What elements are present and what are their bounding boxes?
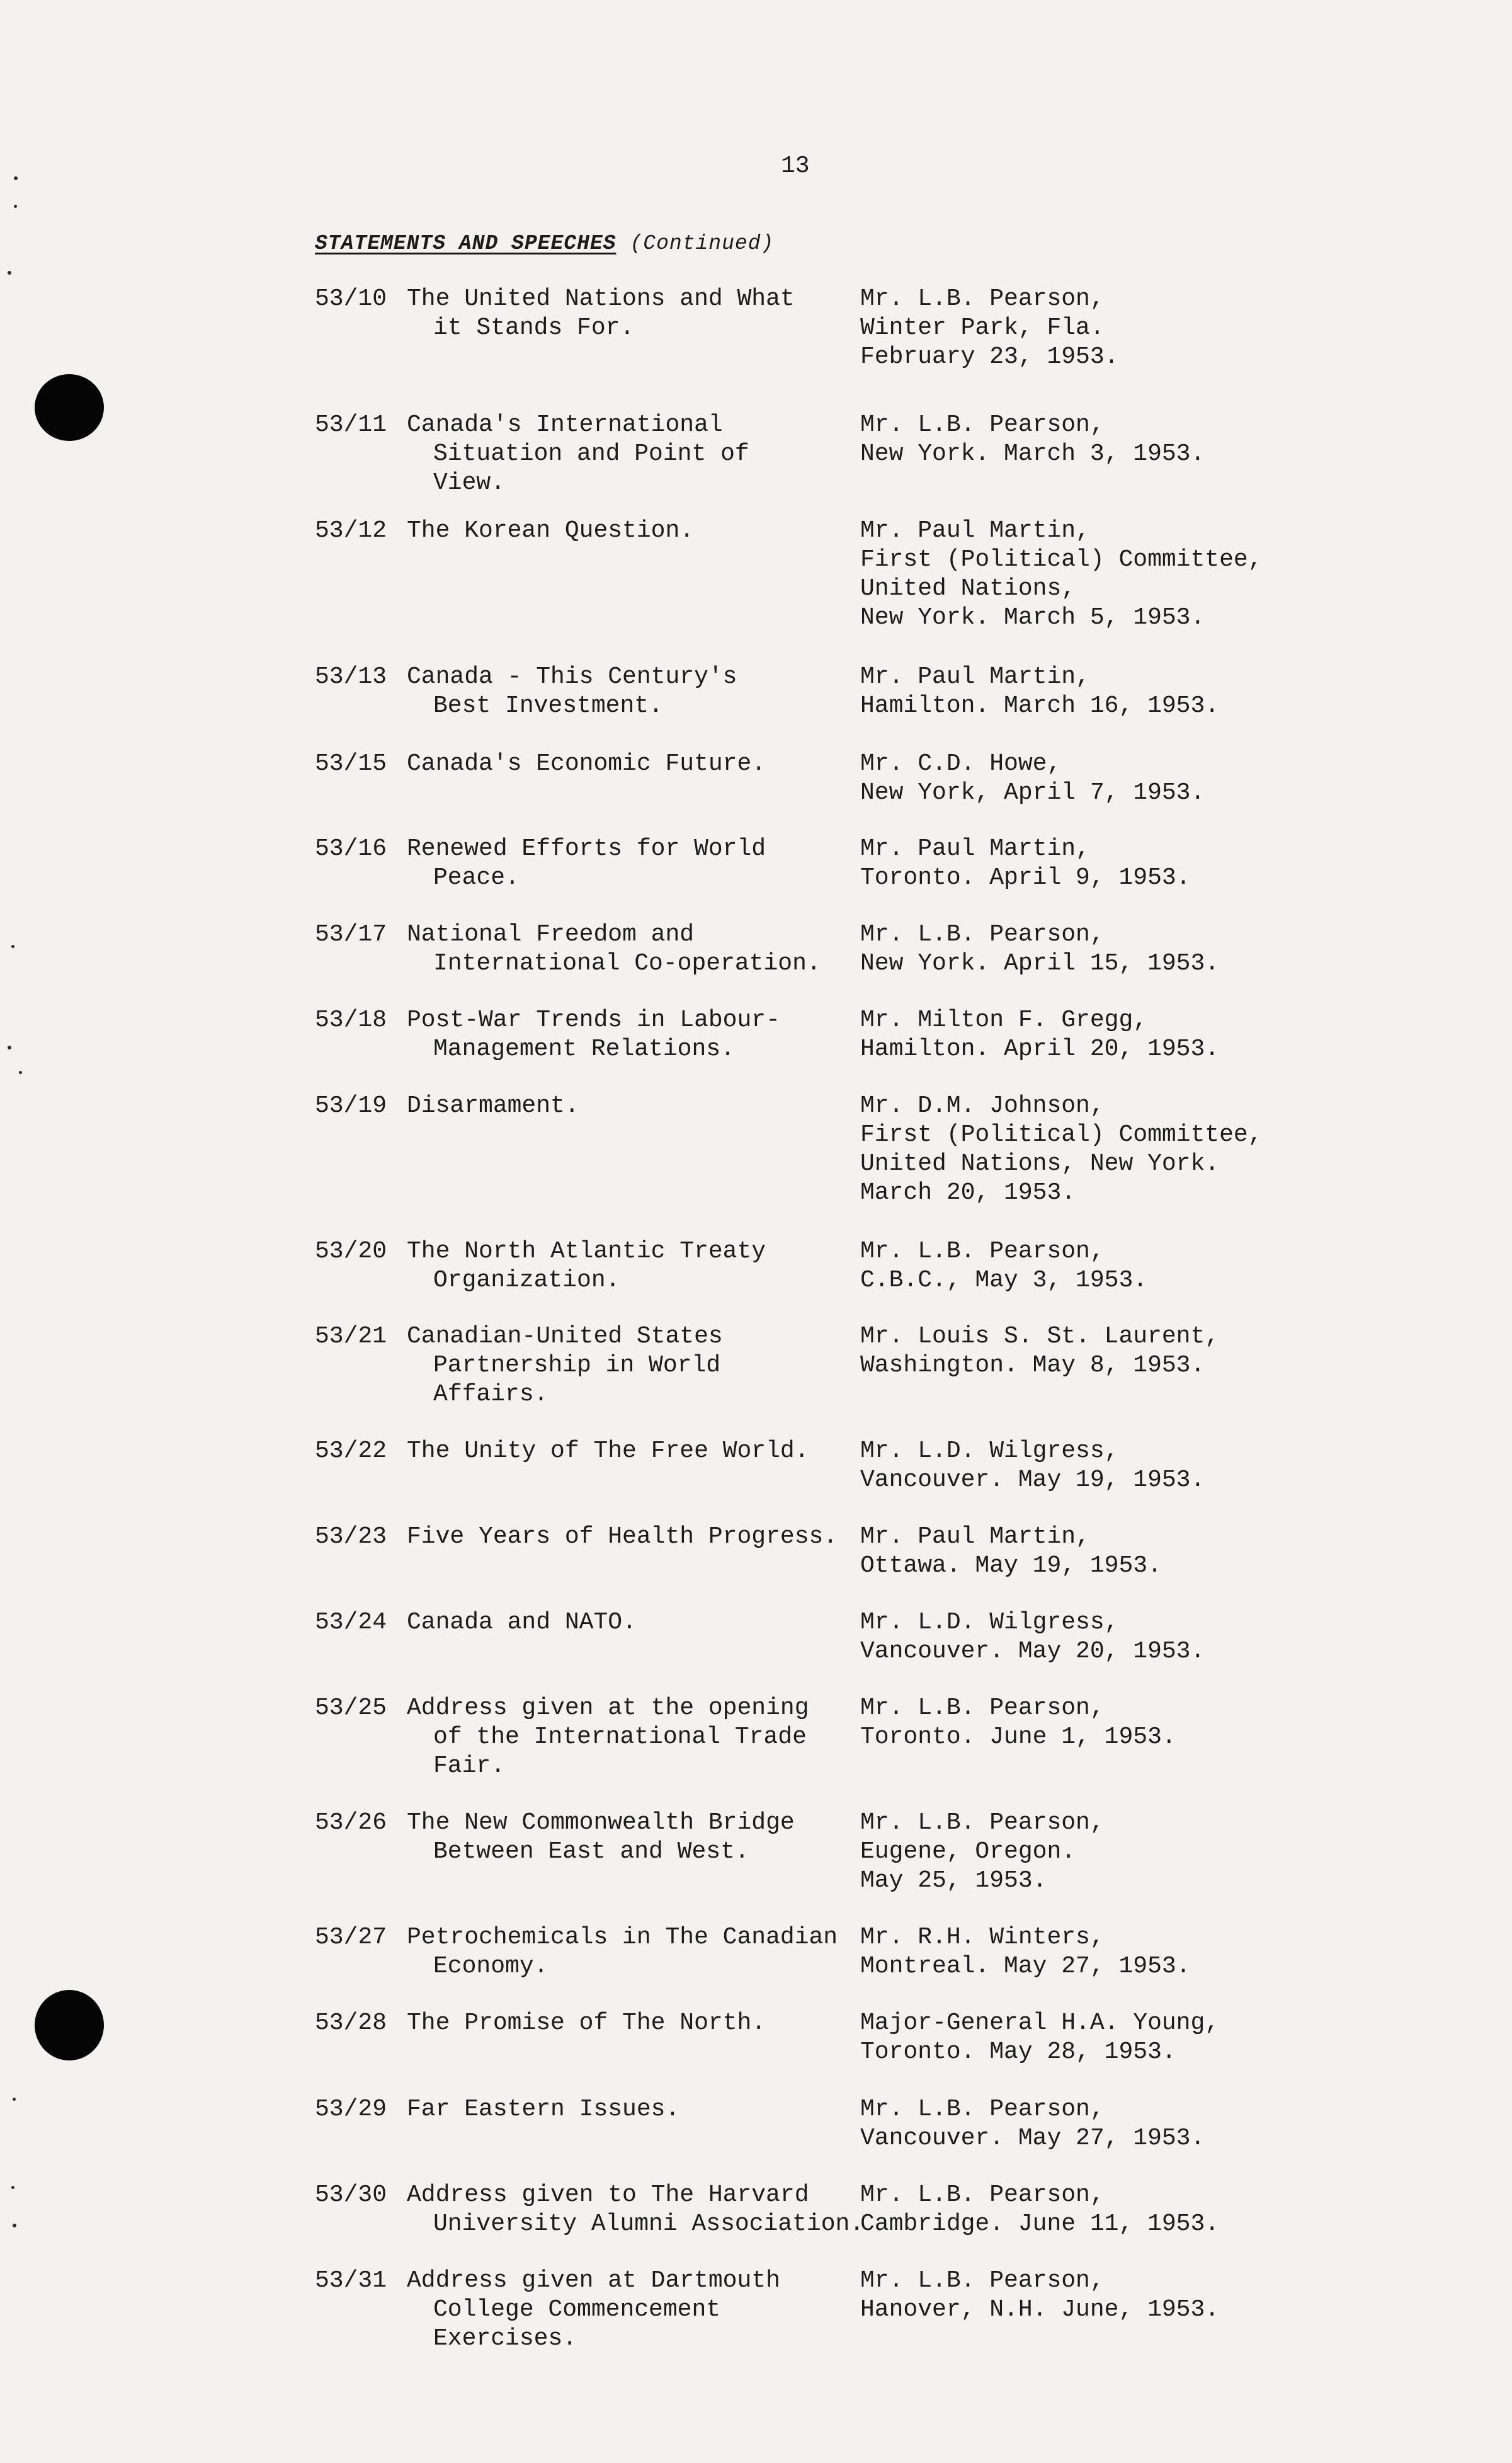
statement-speaker-line: Mr. Paul Martin, — [860, 835, 1090, 862]
statement-title — [407, 2009, 860, 2038]
statement-title-line: Canada's Economic Future. — [407, 750, 766, 777]
statement-number: 53/21 — [315, 1323, 387, 1350]
statement-title-line: Disarmament. — [407, 1092, 579, 1119]
statement-title — [407, 411, 860, 498]
statement-title-line: Between East and West. — [433, 1838, 749, 1865]
statement-title-line: Petrochemicals in The Canadian — [407, 1924, 838, 1951]
statement-title-line: The Unity of The Free World. — [407, 1437, 809, 1465]
statement-speaker-line: Mr. L.B. Pearson, — [860, 1809, 1105, 1836]
statement-title-line: Best Investment. — [433, 692, 663, 719]
statement-title — [407, 285, 860, 343]
statement-number: 53/29 — [315, 2096, 387, 2123]
statement-speaker-line: Mr. L.B. Pearson, — [860, 921, 1105, 948]
statement-speaker-line: Montreal. May 27, 1953. — [860, 1953, 1191, 1980]
statement-title — [407, 517, 860, 546]
statement-title-line: The New Commonwealth Bridge — [407, 1809, 795, 1836]
statement-speaker-line: Toronto. April 9, 1953. — [860, 864, 1191, 891]
statement-number: 53/10 — [315, 285, 387, 312]
statement-title-line: University Alumni Association. — [433, 2210, 865, 2237]
statement-title-line: Canadian-United States — [407, 1323, 723, 1350]
statement-number: 53/16 — [315, 835, 387, 862]
statement-title-line: Partnership in World — [433, 1352, 721, 1379]
statement-title-line: Far Eastern Issues. — [407, 2096, 680, 2123]
statement-speaker — [860, 920, 1301, 978]
statement-speaker-line: Hanover, N.H. June, 1953. — [860, 2296, 1220, 2323]
statement-number: 53/11 — [315, 411, 387, 438]
statement-speaker-line: Mr. C.D. Howe, — [860, 750, 1062, 777]
statement-number: 53/24 — [315, 1609, 387, 1636]
statement-title-line: Canada and NATO. — [407, 1609, 637, 1636]
statement-speaker — [860, 1809, 1301, 1895]
statement-number: 53/20 — [315, 1238, 387, 1265]
statement-title-line: Exercises. — [433, 2325, 577, 2352]
statement-title-line: Affairs. — [433, 1381, 549, 1408]
statement-title-line: Address given at the opening — [407, 1694, 809, 1722]
statement-number: 53/26 — [315, 1809, 387, 1836]
statement-speaker-line: Vancouver. May 19, 1953. — [860, 1466, 1205, 1494]
statement-title — [407, 2181, 865, 2239]
statement-title-line: Five Years of Health Progress. — [407, 1523, 838, 1550]
statement-speaker-line: New York. March 5, 1953. — [860, 604, 1205, 631]
scan-speck — [13, 2224, 16, 2227]
statement-number: 53/17 — [315, 921, 387, 948]
statement-title-line: View. — [433, 469, 506, 496]
statement-speaker-line: Mr. L.B. Pearson, — [860, 1694, 1105, 1722]
statement-speaker — [860, 1092, 1301, 1208]
statement-title — [407, 1092, 860, 1121]
statement-title — [407, 1923, 860, 1981]
statement-speaker-line: First (Political) Committee, — [860, 546, 1263, 573]
statement-speaker-line: Cambridge. June 11, 1953. — [860, 2210, 1220, 2237]
statement-title-line: College Commencement — [433, 2296, 721, 2323]
scan-speck — [13, 2098, 16, 2101]
statement-number: 53/27 — [315, 1924, 387, 1951]
scan-speck — [19, 1071, 22, 1074]
statement-title-line: of the International Trade — [433, 1723, 807, 1751]
statement-speaker-line: Mr. Paul Martin, — [860, 517, 1090, 544]
statement-speaker-line: March 20, 1953. — [860, 1179, 1076, 1206]
statement-speaker — [860, 835, 1301, 893]
statement-speaker-line: Washington. May 8, 1953. — [860, 1352, 1205, 1379]
statement-title — [407, 835, 860, 893]
statement-title-line: National Freedom and — [407, 921, 695, 948]
statement-title — [407, 1523, 860, 1552]
statement-title — [407, 920, 860, 978]
statement-speaker-line: Mr. L.B. Pearson, — [860, 285, 1105, 312]
statement-speaker-line: New York. April 15, 1953. — [860, 950, 1220, 977]
statement-speaker — [860, 2266, 1301, 2324]
statement-speaker-line: Mr. L.B. Pearson, — [860, 2096, 1105, 2123]
statement-number: 53/30 — [315, 2181, 387, 2209]
statement-speaker — [860, 1237, 1301, 1295]
statement-speaker-line: Mr. L.B. Pearson, — [860, 411, 1105, 438]
statement-number: 53/15 — [315, 750, 387, 777]
statement-title — [407, 1006, 860, 1064]
statement-number: 53/13 — [315, 663, 387, 690]
statement-speaker-line: Mr. L.B. Pearson, — [860, 2267, 1105, 2294]
statement-speaker-line: Mr. Louis S. St. Laurent, — [860, 1323, 1220, 1350]
statement-speaker-line: Major-General H.A. Young, — [860, 2009, 1220, 2037]
statement-speaker — [860, 1006, 1301, 1064]
statement-speaker-line: Winter Park, Fla. — [860, 314, 1105, 341]
statement-speaker-line: May 25, 1953. — [860, 1867, 1047, 1894]
statement-title-line: Peace. — [433, 864, 520, 891]
statement-title — [407, 1608, 860, 1637]
scan-speck — [11, 2186, 14, 2189]
scan-speck — [8, 1046, 11, 1049]
statement-number: 53/19 — [315, 1092, 387, 1119]
scan-speck — [11, 945, 14, 948]
statement-speaker-line: Mr. Milton F. Gregg, — [860, 1007, 1148, 1034]
statement-speaker — [860, 1322, 1301, 1380]
statement-speaker — [860, 2181, 1301, 2239]
statement-title — [407, 2266, 860, 2353]
statement-title-line: Post-War Trends in Labour- — [407, 1007, 780, 1034]
statement-number: 53/18 — [315, 1007, 387, 1034]
statement-number: 53/12 — [315, 517, 387, 544]
statement-speaker-line: United Nations, New York. — [860, 1150, 1220, 1177]
statement-title — [407, 1694, 860, 1781]
statement-speaker — [860, 750, 1301, 808]
statement-title-line: Renewed Efforts for World — [407, 835, 766, 862]
statement-speaker — [860, 2095, 1301, 2153]
statement-number: 53/31 — [315, 2267, 387, 2294]
statement-speaker-line: Toronto. May 28, 1953. — [860, 2038, 1176, 2066]
statement-speaker-line: Hamilton. March 16, 1953. — [860, 692, 1220, 719]
scan-speck — [8, 271, 11, 275]
statement-speaker-line: Mr. L.D. Wilgress, — [860, 1609, 1119, 1636]
statement-speaker — [860, 517, 1301, 632]
statement-speaker — [860, 411, 1301, 469]
statement-title-line: The Korean Question. — [407, 517, 695, 544]
statement-speaker-line: United Nations, — [860, 575, 1076, 602]
statement-number: 53/23 — [315, 1523, 387, 1550]
statement-speaker — [860, 1523, 1301, 1580]
statement-speaker — [860, 2009, 1301, 2067]
statement-speaker — [860, 285, 1301, 372]
statement-speaker-line: Vancouver. May 20, 1953. — [860, 1638, 1205, 1665]
statement-speaker-line: First (Political) Committee, — [860, 1121, 1263, 1148]
statement-speaker-line: Ottawa. May 19, 1953. — [860, 1552, 1162, 1579]
statement-title — [407, 2095, 860, 2124]
statement-title-line: International Co-operation. — [433, 950, 821, 977]
statement-speaker-line: Vancouver. May 27, 1953. — [860, 2125, 1205, 2152]
statement-title — [407, 1322, 860, 1409]
scan-speck — [14, 176, 18, 180]
statement-title — [407, 750, 860, 779]
statement-title-line: Management Relations. — [433, 1036, 735, 1063]
statement-speaker-line: Mr. D.M. Johnson, — [860, 1092, 1105, 1119]
statement-title-line: Organization. — [433, 1267, 620, 1294]
statement-speaker — [860, 1923, 1301, 1981]
statement-number: 53/28 — [315, 2009, 387, 2037]
statement-title-line: The United Nations and What — [407, 285, 795, 312]
statement-title-line: Canada's International — [407, 411, 723, 438]
statement-speaker-line: Mr. Paul Martin, — [860, 663, 1090, 690]
statement-title-line: Address given at Dartmouth — [407, 2267, 780, 2294]
statement-title — [407, 1809, 860, 1866]
statement-speaker-line: Mr. L.B. Pearson, — [860, 2181, 1105, 2209]
statement-speaker — [860, 1437, 1301, 1495]
statement-number: 53/22 — [315, 1437, 387, 1465]
statement-speaker — [860, 1694, 1301, 1752]
statement-title — [407, 663, 860, 721]
statement-speaker-line: C.B.C., May 3, 1953. — [860, 1267, 1148, 1294]
statement-title — [407, 1237, 860, 1295]
statement-speaker-line: Hamilton. April 20, 1953. — [860, 1036, 1220, 1063]
statement-speaker — [860, 1608, 1301, 1666]
statement-speaker — [860, 663, 1301, 721]
statement-title-line: Fair. — [433, 1752, 506, 1780]
section-heading-title: STATEMENTS AND SPEECHES — [315, 232, 617, 255]
statement-speaker-line: New York, April 7, 1953. — [860, 779, 1205, 806]
statement-speaker-line: Toronto. June 1, 1953. — [860, 1723, 1176, 1751]
statement-title — [407, 1437, 860, 1466]
statement-speaker-line: Mr. L.B. Pearson, — [860, 1238, 1105, 1265]
statement-speaker-line: Mr. Paul Martin, — [860, 1523, 1090, 1550]
statement-title-line: it Stands For. — [433, 314, 635, 341]
statement-speaker-line: Mr. L.D. Wilgress, — [860, 1437, 1119, 1465]
statement-speaker-line: February 23, 1953. — [860, 343, 1119, 370]
statement-title-line: Canada - This Century's — [407, 663, 737, 690]
page-number: 13 — [781, 152, 810, 180]
statement-speaker-line: New York. March 3, 1953. — [860, 440, 1205, 467]
statement-title-line: The North Atlantic Treaty — [407, 1238, 766, 1265]
section-heading-continued: (Continued) — [630, 232, 775, 255]
statement-title-line: The Promise of The North. — [407, 2009, 766, 2037]
statement-speaker-line: Eugene, Oregon. — [860, 1838, 1076, 1865]
statement-title-line: Address given to The Harvard — [407, 2181, 809, 2209]
statement-speaker-line: Mr. R.H. Winters, — [860, 1924, 1105, 1951]
statement-title-line: Situation and Point of — [433, 440, 749, 467]
scan-speck — [14, 205, 17, 208]
statement-title-line: Economy. — [433, 1953, 549, 1980]
statement-number: 53/25 — [315, 1694, 387, 1722]
